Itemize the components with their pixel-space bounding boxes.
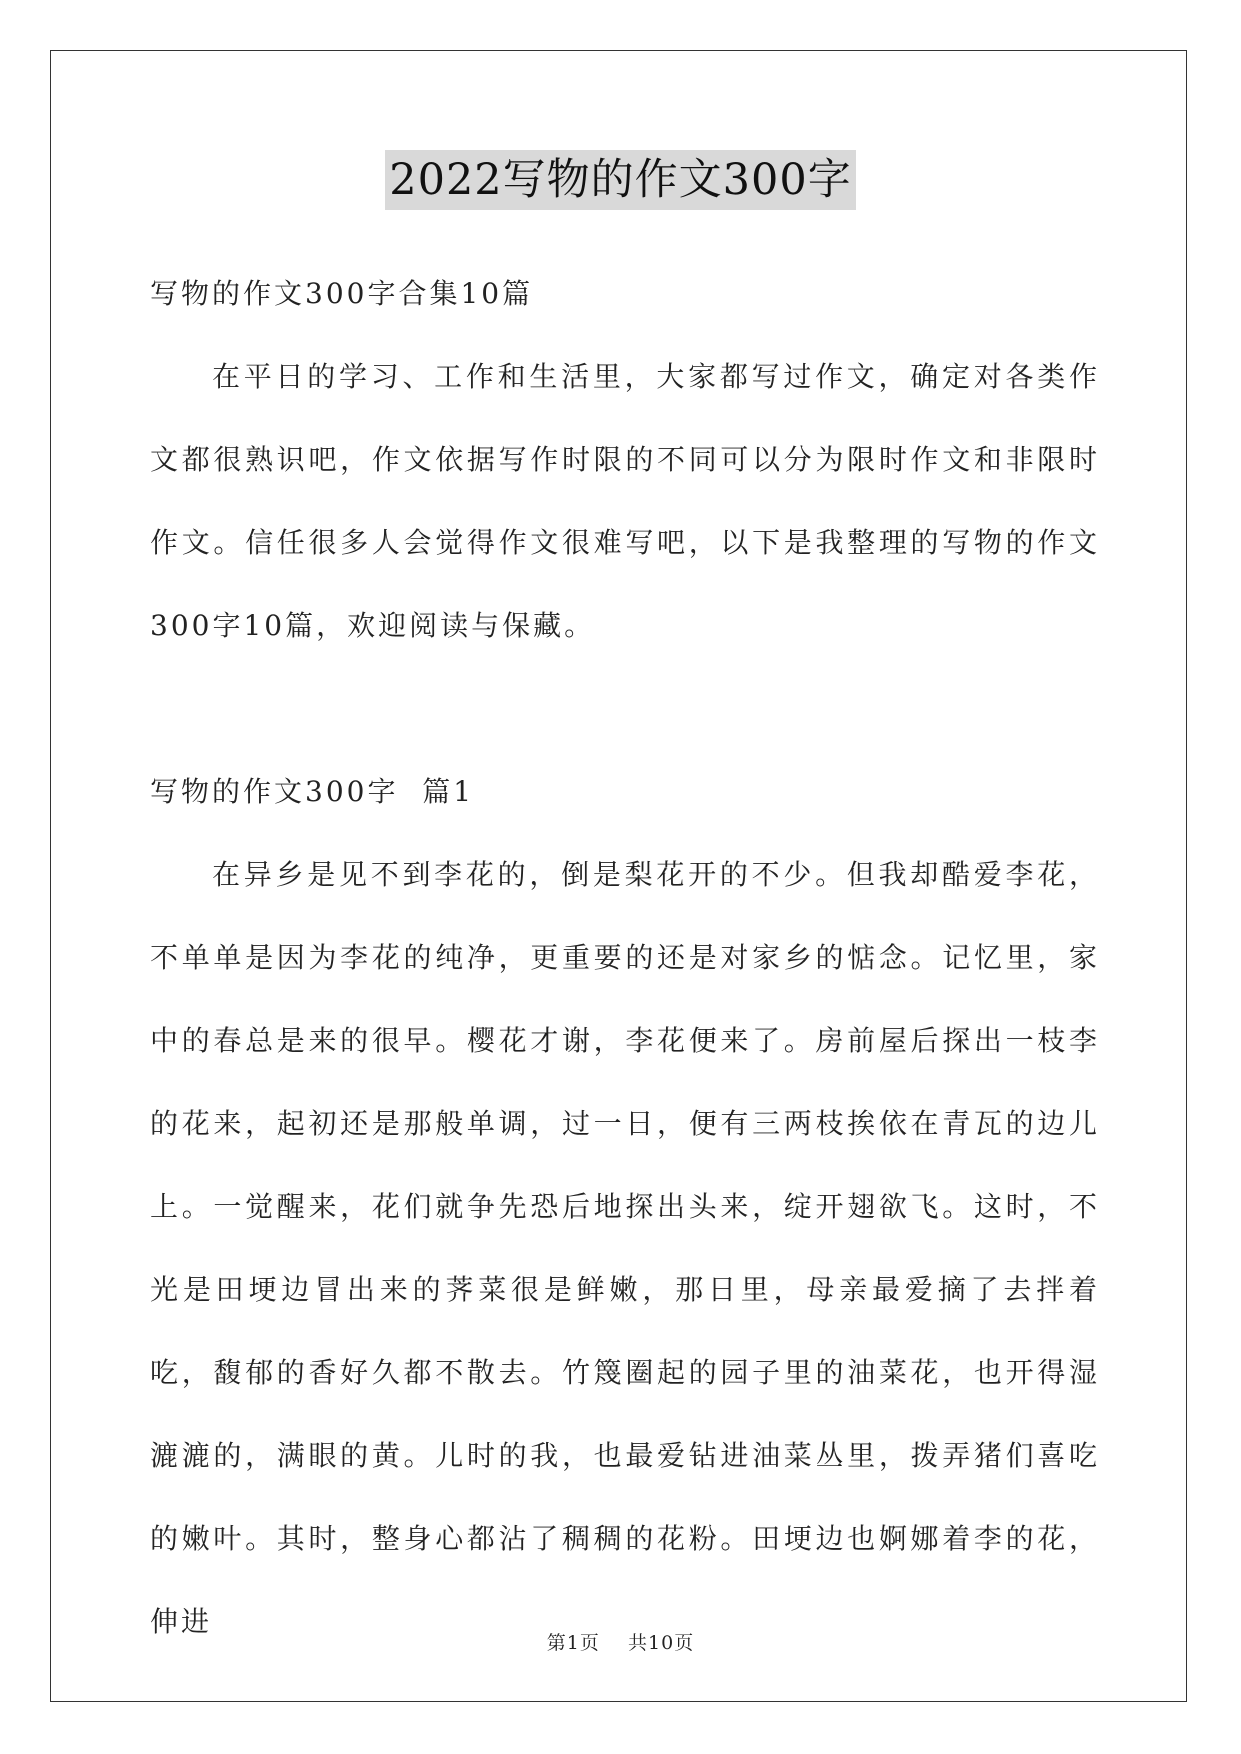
document-title: 2022写物的作文300字: [385, 150, 856, 210]
page-footer: [0, 1628, 1241, 1655]
section-heading: 写物的作文300字 篇1: [150, 775, 475, 808]
intro-paragraph: 在平日的学习、工作和生活里，大家都写过作文，确定对各类作文都很熟识吧，作文依据写作时限的不同可以分为限时作文和非限时作文。信任很多人会觉得作文很难写吧，以下是我整理的写物的作文300字10篇，欢迎阅读与保藏。: [150, 360, 1100, 642]
page-number: 第1页: [546, 1632, 600, 1654]
page-total: 共10页: [628, 1632, 695, 1654]
title-container: [0, 150, 1241, 210]
body-paragraph: 在异乡是见不到李花的，倒是梨花开的不少。但我却酷爱李花，不单单是因为李花的纯净，更重要的还是对家乡的惦念。记忆里，家中的春总是来的很早。樱花才谢，李花便来了。房前屋后探出一枝李的花来，起初还是那般单调，过一日，便有三两枝挨依在青瓦的边儿上。一觉醒来，花们就争先恐后地探出头来，绽开翅欲飞。这时，不光是田埂边冒出来的荠菜很是鲜嫩，那日里，母亲最爱摘了去拌着吃，馥郁的香好久都不散去。竹篾圈起的园子里的油菜花，也开得湿漉漉的，满眼的黄。儿时的我，也最爱钻进油菜丛里，拨弄猪们喜吃的嫩叶。其时，整身心都沾了稠稠的花粉。田埂边也婀娜着李的花，伸进: [150, 858, 1100, 1638]
document-subtitle: 写物的作文300字合集10篇: [150, 277, 534, 310]
paragraph-spacer: [150, 667, 1100, 750]
document-content: [150, 252, 1100, 1663]
